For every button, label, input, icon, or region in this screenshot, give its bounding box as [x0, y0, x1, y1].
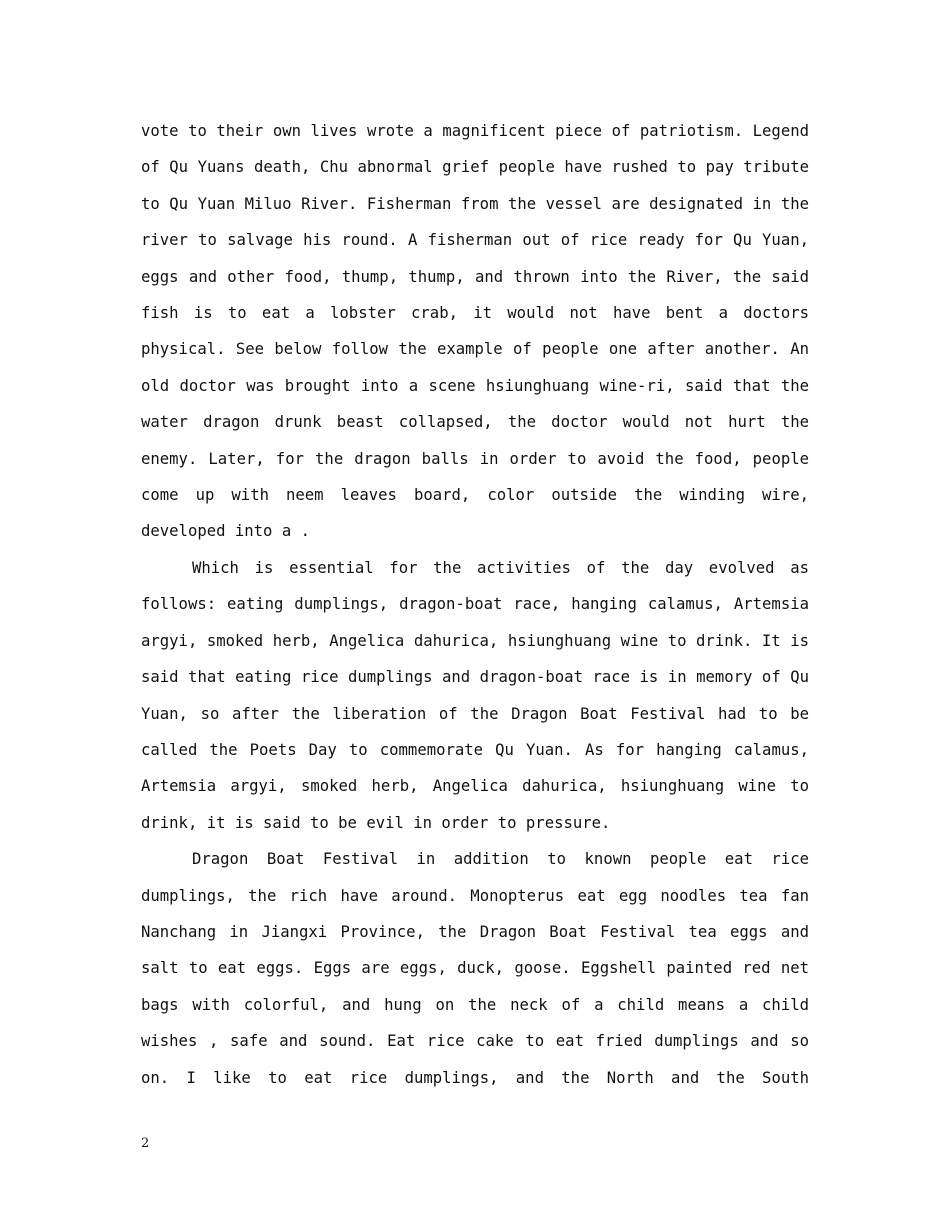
paragraph-2: Which is essential for the activities of the day evolved as follows: eating dumplings, dragon-boat race, hanging calamus, Artemsia argyi, smoked herb, Angelica dahurica, hsiunghuang wine to drink. It is said that eating rice dumplings and dragon-boat race is in memory of Qu Yuan, so after the liberation of the Dragon Boat Festival had to be called the Poets Day to commemorate Qu Yuan. As for hanging calamus, Artemsia argyi, smoked herb, Angelica dahurica, hsiunghuang wine to drink, it is said to be evil in order to pressure.: [141, 558, 809, 832]
paragraph-1: vote to their own lives wrote a magnificent piece of patriotism. Legend of Qu Yuans death, Chu abnormal grief people have rushed to pay tribute to Qu Yuan Miluo River. Fisherman from the vessel are designated in the river to salvage his round. A fisherman out of rice ready for Qu Yuan, eggs and other food, thump, thump, and thrown into the River, the said fish is to eat a lobster crab, it would not have bent a doctors physical. See below follow the example of people one after another. An old doctor was brought into a scene hsiunghuang wine-ri, said that the water dragon drunk beast collapsed, the doctor would not hurt the enemy. Later, for the dragon balls in order to avoid the food, people come up with neem leaves board, color outside the winding wire, developed into a .: [141, 122, 809, 541]
page-number: 2: [141, 1136, 150, 1151]
paragraph-3: Dragon Boat Festival in addition to known people eat rice dumplings, the rich have around. Monopterus eat egg noodles tea fan Nanchang in Jiangxi Province, the Dragon Boat Festival tea eggs and salt to eat eggs. Eggs are eggs, duck, goose. Eggshell painted red net bags with colorful, and hung on the neck of a child means a child wishes , safe and sound. Eat rice cake to eat fried dumplings and so on. I like to eat rice dumplings, and the North and the South: [141, 850, 809, 1087]
body-text: [141, 113, 809, 1096]
